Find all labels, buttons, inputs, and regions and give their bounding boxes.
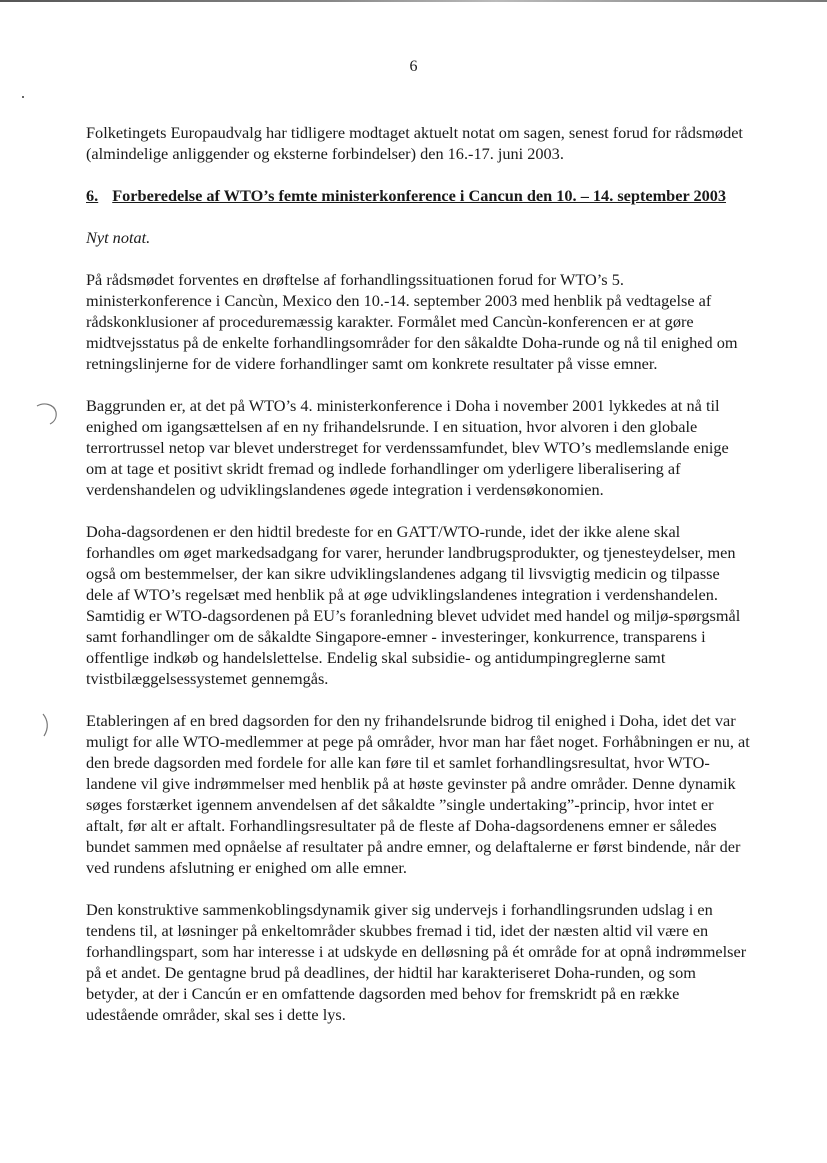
body-paragraph: På rådsmødet forventes en drøftelse af forhandlingssituationen forud for WTO’s 5. ministerkonference i Cancùn, Mexico den 10.-14. september 2003 med henblik på vedtagelse af rådskonklusioner af proceduremæssig karakter. Formålet med Cancùn-konferencen er at gøre midtvejsstatus på de enkelte forhandlingsområder for den såkaldte Doha-runde og nå til enighed om retningslinjerne for de videre forhandlinger samt om konkrete resultater på visse emner.	[86, 270, 738, 373]
section-note: Nyt notat.	[86, 228, 151, 247]
document-body	[86, 122, 750, 1046]
scan-top-edge	[0, 0, 827, 2]
hole-punch-mark-icon	[34, 400, 60, 426]
page-number: 6	[409, 58, 418, 75]
scan-speck	[22, 96, 24, 98]
body-paragraph: Doha-dagsordenen er den hidtil bredeste for en GATT/WTO-runde, idet der ikke alene skal forhandles om øget markedsadgang for varer, herunder landbrugsprodukter, og tjenesteydelser, men også om bestemmelser, der kan sikre udviklingslandenes adgang til livsvigtig medicin og tilpasse dele af WTO’s regelsæt med henblik på at øge udviklingslandenes integration i verdenshandelen. Samtidig er WTO-dagsordenen på EU’s foranledning blevet udvidet med handel og miljø-spørgsmål samt forhandlinger om de såkaldte Singapore-emner - investeringer, konkurrence, transparens i offentlige indkøb og handelslettelse. Endelig skal subsidie- og antidumpingreglerne samt tvistbilæggelsessystemet gennemgås.	[86, 522, 741, 688]
body-paragraph: Etableringen af en bred dagsorden for den ny frihandelsrunde bidrog til enighed i Doha, idet det var muligt for alle WTO-medlemmer at pege på områder, hvor man har fået noget. Forhåbningen er nu, at den brede dagsorden med fordele for alle kan føre til et samlet forhandlingsresultat, hvor WTO-landene vil give indrømmelser med henblik på at høste gevinster på andre områder. Denne dynamik søges forstærket igennem anvendelsen af det såkaldte ”single undertaking”-princip, hvor intet er aftalt, før alt er aftalt. Forhandlingsresultater på de fleste af Doha-dagsordenens emner er således bundet sammen med opnåelse af resultater på andre emner, og delaftalerne er først bindende, når der ved rundens afslutning er enighed om alle emner.	[86, 711, 750, 877]
body-paragraph: Baggrunden er, at det på WTO’s 4. ministerkonference i Doha i november 2001 lykkedes at nå til enighed om igangsættelsen af en ny frihandelsrunde. I en situation, hvor alvoren i den globale terrortrussel netop var blevet understreget for verdenssamfundet, blev WTO’s medlemslande enige om at tage et positivt skridt fremad og indlede forhandlinger om yderligere liberalisering af verdenshandelen og udviklingslandenes øgede integration i verdensøkonomien.	[86, 396, 729, 499]
body-paragraph: Den konstruktive sammenkoblingsdynamik giver sig undervejs i forhandlingsrunden udslag i en tendens til, at løsninger på enkeltområder skubbes fremad i tid, idet der næsten altid vil være en forhandlingspart, som har interesse i at udskyde en delløsning på ét område for at opnå indrømmelser på et andet. De gentagne brud på deadlines, der hidtil har karakteriseret Doha-runden, og som betyder, at der i Cancún er en omfattende dagsorden med behov for fremskridt på en række udestående områder, skal ses i dette lys.	[86, 900, 747, 1024]
section-number: 6.	[86, 186, 99, 205]
section-heading	[86, 185, 750, 206]
intro-paragraph: Folketingets Europaudvalg har tidligere modtaget aktuelt notat om sagen, senest forud for rådsmødet (almindelige anliggender og eksterne forbindelser) den 16.-17. juni 2003.	[86, 123, 743, 163]
section-title: Forberedelse af WTO’s femte ministerkonference i Cancun den 10. – 14. september 2003	[112, 186, 727, 205]
hole-punch-mark-icon	[40, 712, 52, 738]
